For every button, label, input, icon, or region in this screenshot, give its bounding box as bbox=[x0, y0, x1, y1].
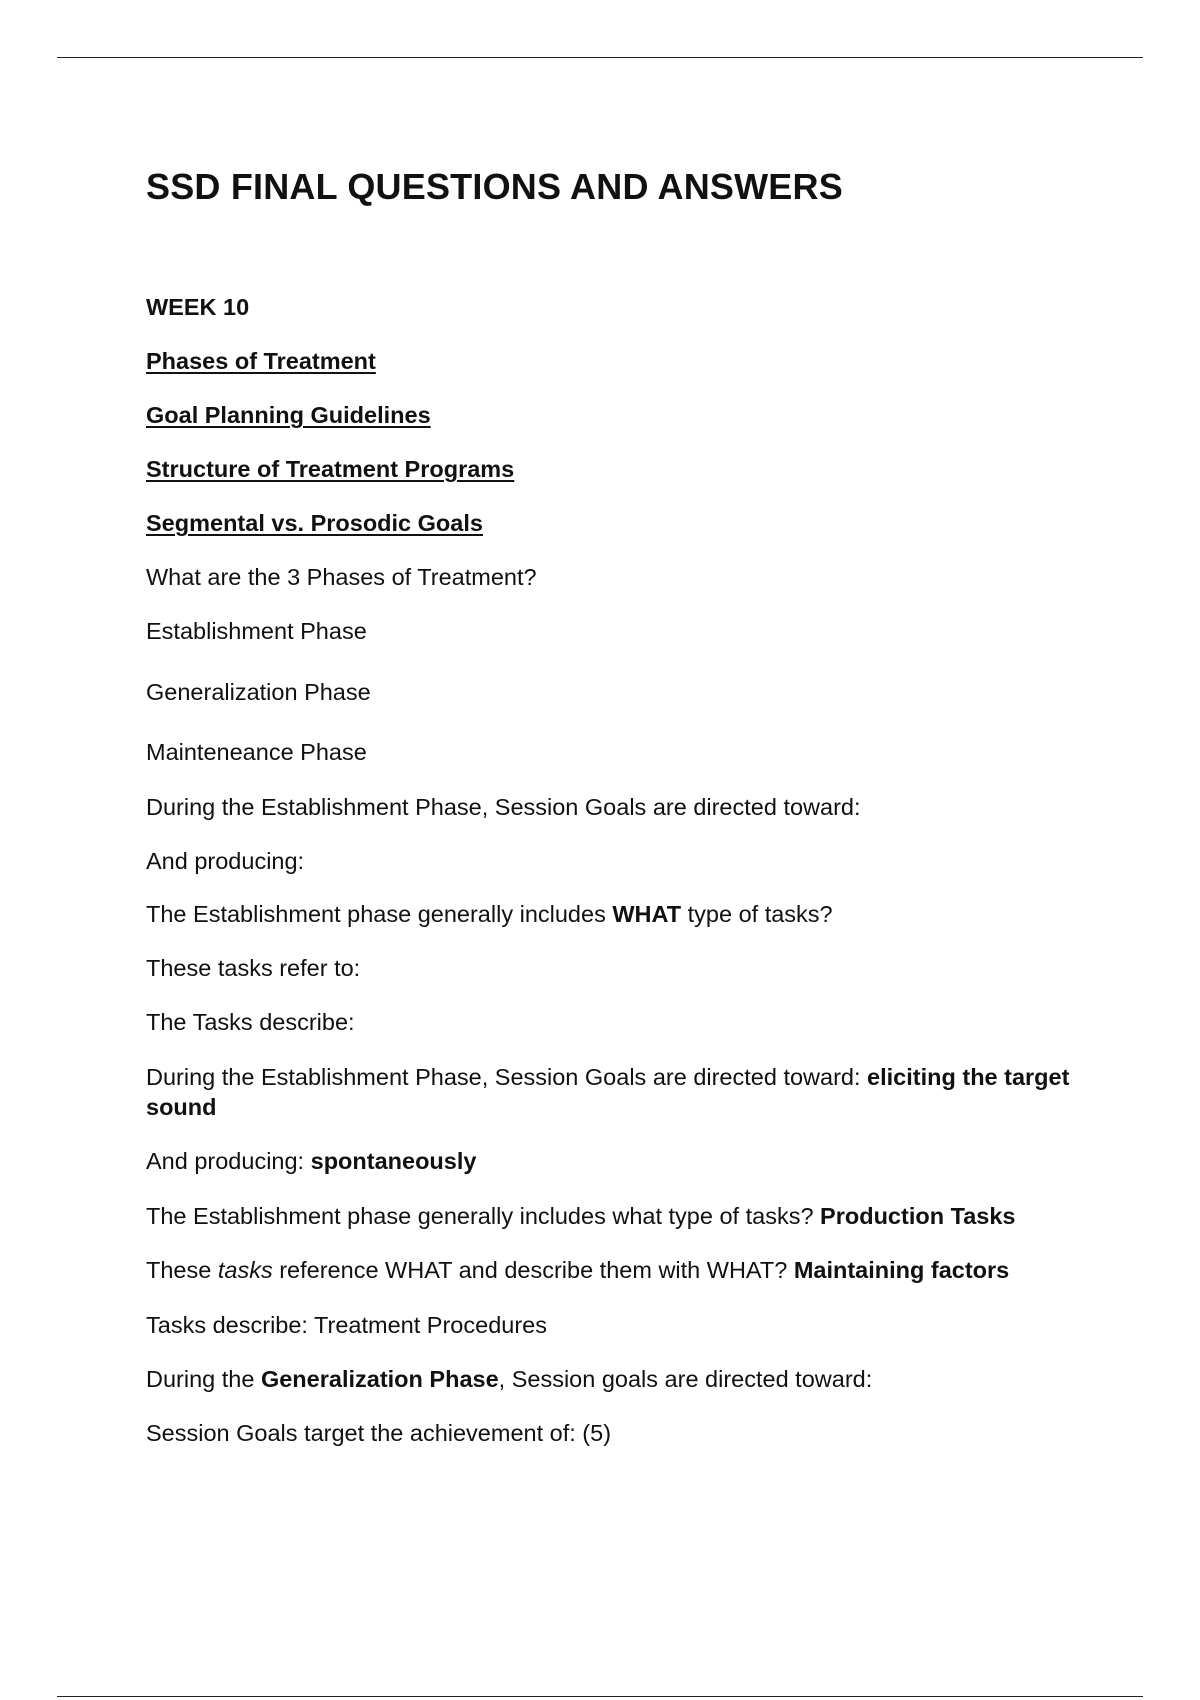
answer-tasks-refer-text: These bbox=[146, 1257, 218, 1283]
question-phases: What are the 3 Phases of Treatment? bbox=[146, 564, 537, 590]
question-generalization-goals bbox=[146, 1364, 872, 1394]
question-task-type-end: type of tasks? bbox=[681, 901, 833, 927]
topic-heading-goal-planning: Goal Planning Guidelines bbox=[146, 402, 431, 428]
question-achievement: Session Goals target the achievement of: (5) bbox=[146, 1420, 612, 1446]
topic-heading-segmental: Segmental vs. Prosodic Goals bbox=[146, 510, 483, 536]
answer-establishment-goals bbox=[146, 1062, 1076, 1122]
question-producing: And producing: bbox=[146, 848, 305, 874]
phase-generalization: Generalization Phase bbox=[146, 679, 371, 705]
answer-producing-answer: spontaneously bbox=[310, 1148, 477, 1174]
answer-tasks-refer-answer: Maintaining factors bbox=[793, 1257, 1010, 1283]
page-title: SSD FINAL QUESTIONS AND ANSWERS bbox=[146, 166, 843, 207]
question-task-type bbox=[146, 899, 833, 929]
question-task-type-emphasis: WHAT bbox=[612, 901, 682, 927]
answer-tasks-describe: Tasks describe: Treatment Procedures bbox=[146, 1312, 547, 1338]
answer-task-type-text: The Establishment phase generally includes what type of tasks? bbox=[146, 1203, 821, 1229]
week-heading: WEEK 10 bbox=[146, 294, 250, 320]
answer-establishment-goals-answer: eliciting the target sound bbox=[146, 1064, 1070, 1120]
question-tasks-refer: These tasks refer to: bbox=[146, 955, 361, 981]
phase-establishment: Establishment Phase bbox=[146, 618, 367, 644]
question-task-type-text: The Establishment phase generally includes bbox=[146, 901, 613, 927]
answer-task-type-answer: Production Tasks bbox=[820, 1203, 1016, 1229]
answer-producing bbox=[146, 1146, 476, 1176]
question-tasks-describe: The Tasks describe: bbox=[146, 1009, 355, 1035]
question-generalization-end: , Session goals are directed toward: bbox=[498, 1366, 873, 1392]
phase-maintenance: Mainteneance Phase bbox=[146, 739, 367, 765]
answer-task-type bbox=[146, 1201, 1015, 1231]
answer-tasks-refer-middle: reference WHAT and describe them with WHAT? bbox=[272, 1257, 794, 1283]
answer-tasks-refer-italic: tasks bbox=[217, 1257, 273, 1283]
answer-producing-text: And producing: bbox=[146, 1148, 311, 1174]
top-rule bbox=[57, 57, 1143, 58]
topic-heading-phases: Phases of Treatment bbox=[146, 348, 376, 374]
question-generalization-emphasis: Generalization Phase bbox=[260, 1366, 499, 1392]
answer-establishment-goals-text: During the Establishment Phase, Session Goals are directed toward: bbox=[146, 1064, 868, 1090]
bottom-rule bbox=[57, 1696, 1143, 1697]
question-establishment-goals: During the Establishment Phase, Session Goals are directed toward: bbox=[146, 794, 861, 820]
question-generalization-text: During the bbox=[146, 1366, 261, 1392]
topic-heading-structure: Structure of Treatment Programs bbox=[146, 456, 515, 482]
answer-tasks-refer bbox=[146, 1255, 1009, 1285]
